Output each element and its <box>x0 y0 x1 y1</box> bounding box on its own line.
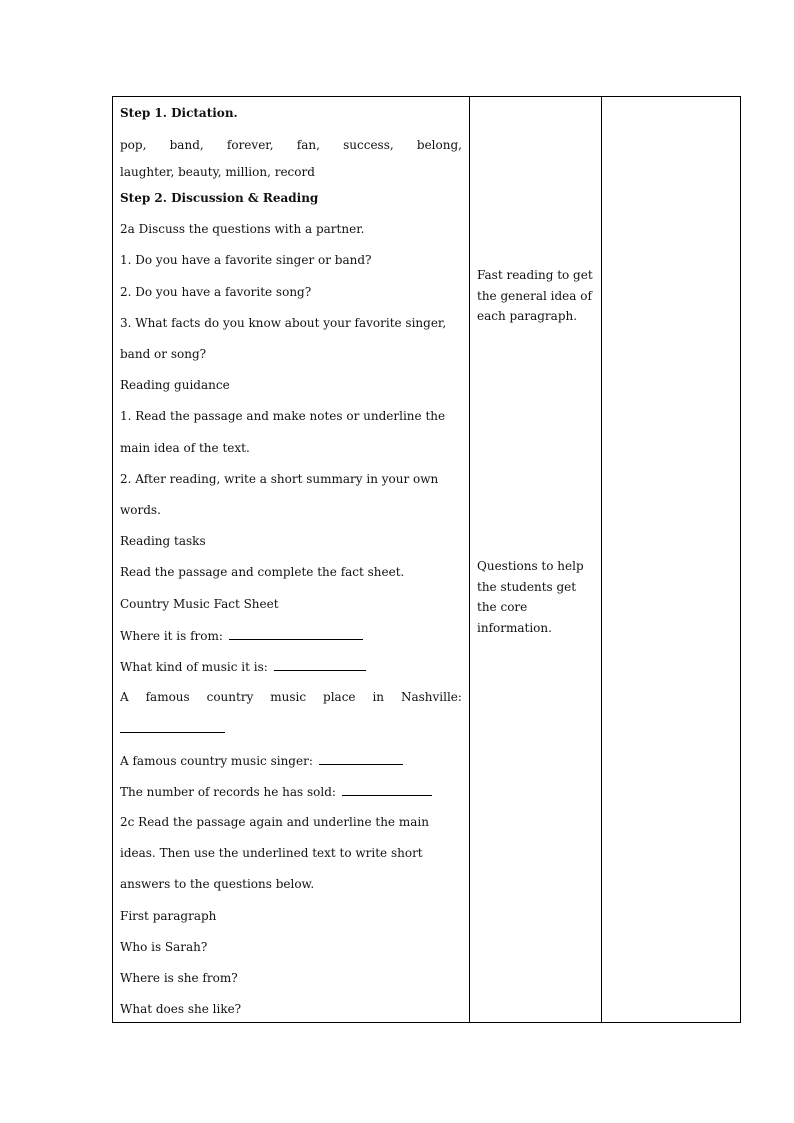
fact-sheet-title: Country Music Fact Sheet <box>120 597 279 611</box>
fact-kind-row <box>120 658 462 675</box>
fact-place-word: A <box>120 690 129 704</box>
fact-from-row <box>120 627 462 644</box>
reading-guidance-title: Reading guidance <box>120 378 230 392</box>
purpose-column <box>470 97 602 1022</box>
fact-place-word: Nashville: <box>400 690 462 704</box>
fact-place-blank[interactable] <box>120 720 225 733</box>
fact-place-blank-row <box>120 720 462 737</box>
dictation-line-2: laughter, beauty, million, record <box>120 165 315 179</box>
dictation-word: band, <box>169 138 204 152</box>
purpose-note-fast-reading: Fast reading to get the general idea of each paragraph. <box>477 268 593 324</box>
discussion-question-3: 3. What facts do you know about your favorite singer, <box>120 316 447 330</box>
dictation-word: pop, <box>120 138 147 152</box>
task-2c-cont: ideas. Then use the underlined text to write short <box>120 846 423 860</box>
discussion-question-1: 1. Do you have a favorite singer or band? <box>120 253 372 267</box>
fact-from-label: Where it is from: <box>120 629 223 643</box>
fact-records-label: The number of records he has sold: <box>120 785 336 799</box>
fact-place-word: country <box>206 690 254 704</box>
activity-column <box>113 97 470 1022</box>
paragraph-question-3: What does she like? <box>120 1002 242 1016</box>
fact-place-word: in <box>372 690 385 704</box>
discussion-question-3-cont: band or song? <box>120 347 207 361</box>
dictation-line-1 <box>120 137 462 153</box>
fact-kind-blank[interactable] <box>274 658 366 671</box>
remarks-column <box>602 97 740 1022</box>
fact-singer-row <box>120 752 462 769</box>
task-2c-cont-2: answers to the questions below. <box>120 877 315 891</box>
discuss-intro: 2a Discuss the questions with a partner. <box>120 222 365 236</box>
fact-records-row <box>120 783 462 800</box>
fact-from-blank[interactable] <box>229 627 363 640</box>
fact-singer-label: A famous country music singer: <box>120 754 313 768</box>
reading-tasks-intro: Read the passage and complete the fact sheet. <box>120 565 405 579</box>
guidance-2-cont: words. <box>120 503 161 517</box>
dictation-word: fan, <box>296 138 320 152</box>
guidance-1-cont: main idea of the text. <box>120 441 250 455</box>
dictation-word: belong, <box>416 138 462 152</box>
fact-place-row <box>120 689 462 705</box>
paragraph-question-1: Who is Sarah? <box>120 940 208 954</box>
step2-title: Step 2. Discussion & Reading <box>120 191 319 205</box>
fact-singer-blank[interactable] <box>319 752 403 765</box>
task-2c: 2c Read the passage again and underline the main <box>120 815 429 829</box>
guidance-2: 2. After reading, write a short summary in your own <box>120 472 439 486</box>
discussion-question-2: 2. Do you have a favorite song? <box>120 285 312 299</box>
fact-place-word: place <box>323 690 356 704</box>
guidance-1: 1. Read the passage and make notes or underline the <box>120 409 446 423</box>
paragraph-question-2: Where is she from? <box>120 971 238 985</box>
reading-tasks-title: Reading tasks <box>120 534 206 548</box>
purpose-note-questions: Questions to help the students get the core information. <box>477 559 584 636</box>
dictation-word: forever, <box>226 138 274 152</box>
lesson-plan-table <box>112 96 741 1023</box>
fact-place-word: music <box>270 690 307 704</box>
first-paragraph-title: First paragraph <box>120 909 217 923</box>
fact-records-blank[interactable] <box>342 783 432 796</box>
fact-place-word: famous <box>145 690 190 704</box>
fact-kind-label: What kind of music it is: <box>120 660 268 674</box>
dictation-word: success, <box>343 138 394 152</box>
step1-title: Step 1. Dictation. <box>120 106 238 120</box>
